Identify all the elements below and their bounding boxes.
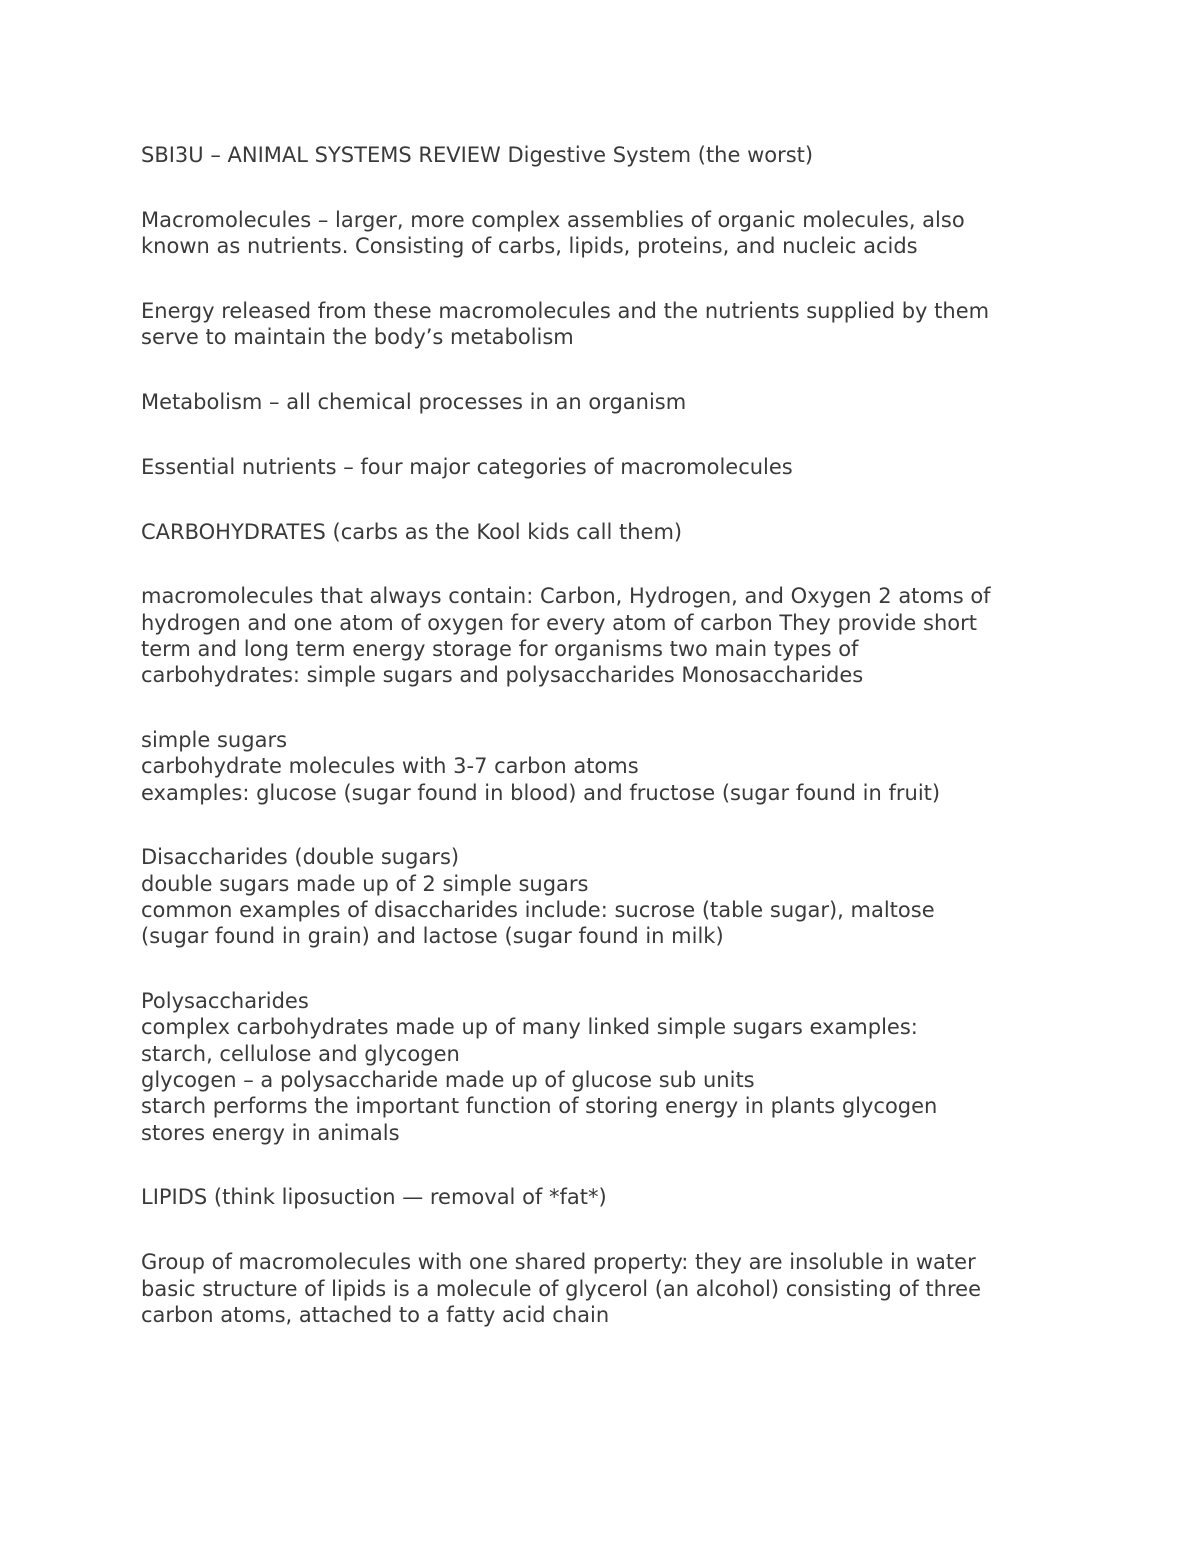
polysaccharides-paragraph xyxy=(141,988,1071,1146)
text-line: Essential nutrients – four major categories of macromolecules xyxy=(141,454,793,479)
disaccharides-paragraph xyxy=(141,844,1071,949)
text-line: serve to maintain the body’s metabolism xyxy=(141,325,574,350)
text-line: starch performs the important function of storing energy in plants glycogen xyxy=(141,1094,938,1119)
carbohydrates-heading xyxy=(141,519,1071,545)
text-line: common examples of disaccharides include: sucrose (table sugar), maltose xyxy=(141,898,935,923)
text-line: macromolecules that always contain: Carbon, Hydrogen, and Oxygen 2 atoms of xyxy=(141,584,991,609)
text-line: (sugar found in grain) and lactose (sugar found in milk) xyxy=(141,924,724,949)
text-line: starch, cellulose and glycogen xyxy=(141,1041,460,1066)
text-line: hydrogen and one atom of oxygen for every atom of carbon They provide short xyxy=(141,610,977,635)
simple-sugars-paragraph xyxy=(141,727,1071,806)
carbohydrates-paragraph xyxy=(141,583,1071,688)
text-line: term and long term energy storage for organisms two main types of xyxy=(141,636,859,661)
text-line: Group of macromolecules with one shared property: they are insoluble in water xyxy=(141,1250,976,1275)
text-line: Metabolism – all chemical processes in an organism xyxy=(141,389,687,414)
text-line: CARBOHYDRATES (carbs as the Kool kids call them) xyxy=(141,519,683,544)
text-line: basic structure of lipids is a molecule of glycerol (an alcohol) consisting of three xyxy=(141,1276,981,1301)
text-line: carbohydrates: simple sugars and polysaccharides Monosaccharides xyxy=(141,663,864,688)
lipids-heading xyxy=(141,1184,1071,1210)
text-line: LIPIDS (think liposuction — removal of *fat*) xyxy=(141,1185,607,1210)
text-line: examples: glucose (sugar found in blood) and fructose (sugar found in fruit) xyxy=(141,780,941,805)
metabolism-definition xyxy=(141,389,1071,415)
text-line: stores energy in animals xyxy=(141,1120,400,1145)
text-line: glycogen – a polysaccharide made up of glucose sub units xyxy=(141,1068,755,1093)
text-line: known as nutrients. Consisting of carbs, lipids, proteins, and nucleic acids xyxy=(141,234,918,259)
text-line: carbohydrate molecules with 3-7 carbon atoms xyxy=(141,754,639,779)
text-line: carbon atoms, attached to a fatty acid chain xyxy=(141,1302,610,1327)
text-line: Polysaccharides xyxy=(141,989,309,1014)
text-line: Energy released from these macromolecules and the nutrients supplied by them xyxy=(141,298,990,323)
text-line: complex carbohydrates made up of many linked simple sugars examples: xyxy=(141,1015,918,1040)
lipids-paragraph xyxy=(141,1249,1071,1328)
text-line: SBI3U – ANIMAL SYSTEMS REVIEW Digestive System (the worst) xyxy=(141,143,814,167)
text-line: Macromolecules – larger, more complex assemblies of organic molecules, also xyxy=(141,207,965,232)
document-body xyxy=(141,142,1071,1367)
text-line: double sugars made up of 2 simple sugars xyxy=(141,871,589,896)
energy-paragraph xyxy=(141,298,1071,351)
document-title xyxy=(141,142,1071,168)
essential-nutrients-definition xyxy=(141,454,1071,480)
text-line: simple sugars xyxy=(141,728,288,753)
text-line: Disaccharides (double sugars) xyxy=(141,845,460,870)
macromolecules-definition xyxy=(141,207,1071,260)
